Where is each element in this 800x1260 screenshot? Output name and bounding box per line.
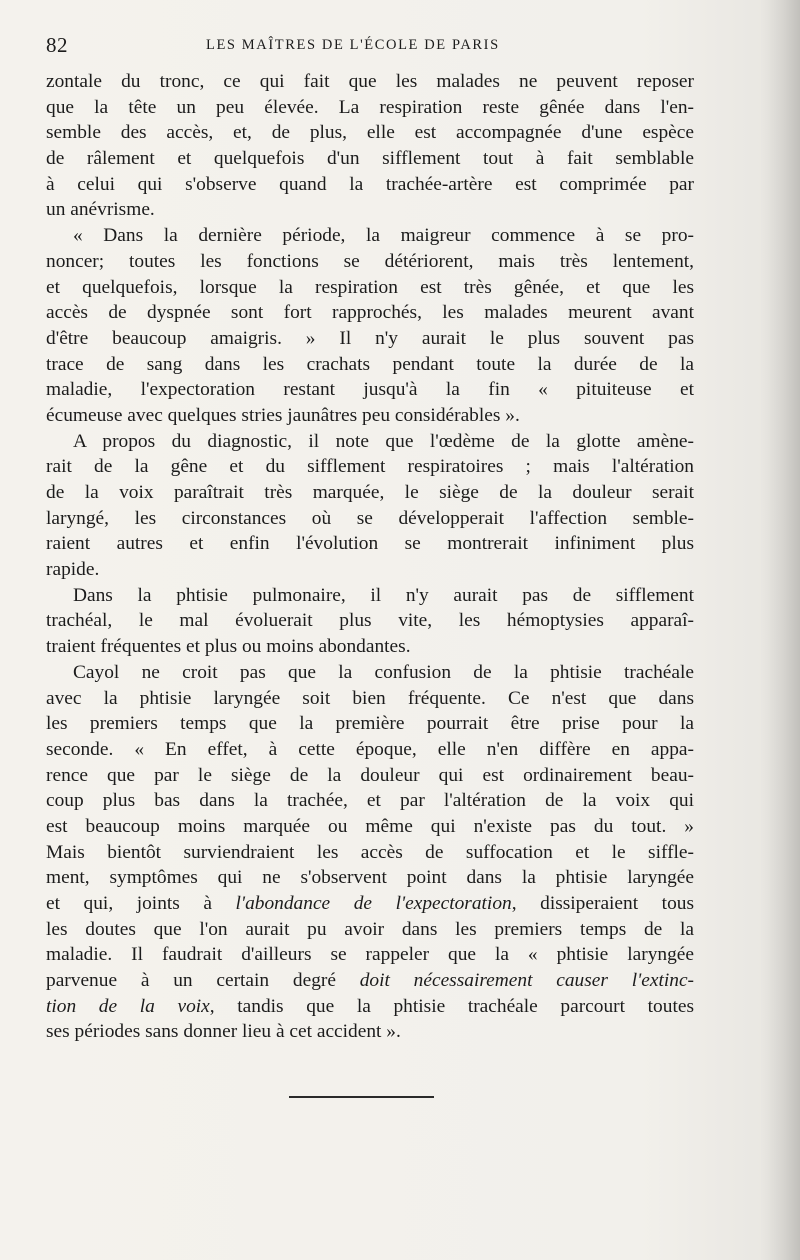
text-line: de la voix paraîtrait très marquée, le siège de la douleur serait [46,482,694,503]
text-line: à celui qui s'observe quand la trachée-artère est comprimée par [46,173,694,195]
italic-segment: tion de la voix [46,995,210,1017]
page-header [46,33,694,57]
text-line: coup plus bas dans la trachée, et par l'altération de la voix qui [46,790,694,812]
text-line: maladie. Il faudrait d'ailleurs se rappeler que la « phtisie laryngée [46,944,694,966]
text-line: semble des accès, et, de plus, elle est accompagnée d'une espèce [46,122,694,144]
text-line-mixed [46,994,694,1020]
text-line: écumeuse avec quelques stries jaunâtres peu considérables ». [46,404,520,426]
text-line: un anévrisme. [46,199,155,221]
text-line-mixed [46,968,694,994]
text-line: et quelquefois, lorsque la respiration est très gênée, et que les [46,276,694,298]
text-line: Dans la phtisie pulmonaire, il n'y aurait pas de sifflement [73,584,694,606]
line-segment: parvenue à un certain degré [46,970,360,992]
line-segment: et qui, joints à [46,893,236,914]
italic-segment: l'abondance de l'expectoration [235,893,512,914]
text-line: Mais bientôt surviendraient les accès de suffocation et le siffle- [46,841,694,863]
italic-segment: doit nécessairement causer l'extinc- [359,970,695,992]
text-line: noncer; toutes les fonctions se détériorent, mais très lentement, [46,250,694,272]
text-line: accès de dyspnée sont fort rapprochés, les malades meurent avant [46,302,694,324]
body-text [46,69,694,1045]
text-line-mixed [46,891,694,917]
line-segment: , tandis que la phtisie trachéale parcourt toutes [209,995,694,1017]
text-line: rence que par le siège de la douleur qui est ordinairement beau- [46,764,694,786]
text-line: laryngé, les circonstances où se développerait l'affection semble- [46,507,694,529]
text-line: rait de la gêne et du sifflement respiratoires ; mais l'altération [46,456,694,478]
text-line: les premiers temps que la première pourrait être prise pour la [46,713,694,735]
text-line: ses périodes sans donner lieu à cet accident ». [46,1021,401,1043]
text-line: trace de sang dans les crachats pendant toute la durée de la [46,353,694,375]
text-line: zontale du tronc, ce qui fait que les malades ne peuvent reposer [46,71,694,92]
text-line: les doutes que l'on aurait pu avoir dans les premiers temps de la [46,918,694,940]
text-line: avec la phtisie laryngée soit bien fréquente. Ce n'est que dans [46,687,694,709]
text-line: maladie, l'expectoration restant jusqu'à la fin « pituiteuse et [46,379,694,401]
page-edge-shadow [760,0,800,1260]
text-line: rapide. [46,559,100,581]
text-line: raient autres et enfin l'évolution se montrerait infiniment plus [46,533,694,555]
line-segment: , dissiperaient tous [511,893,695,914]
page-number: 82 [46,33,68,57]
text-line: d'être beaucoup amaigris. » Il n'y aurait le plus souvent pas [46,327,694,349]
text-line: « Dans la dernière période, la maigreur commence à se pro- [73,225,694,247]
text-line: traient fréquentes et plus ou moins abondantes. [46,636,411,658]
text-line: que la tête un peu élevée. La respiration reste gênée dans l'en- [46,96,694,118]
text-line: Cayol ne croit pas que la confusion de la phtisie trachéale [73,661,694,683]
text-line: seconde. « En effet, à cette époque, elle n'en diffère en appa- [46,738,694,760]
section-end-rule [289,1096,434,1098]
text-line: est beaucoup moins marquée ou même qui n'existe pas du tout. » [46,815,694,837]
text-line: ment, symptômes qui ne s'observent point dans la phtisie laryngée [46,867,694,889]
running-head: LES MAÎTRES DE L'ÉCOLE DE PARIS [206,37,500,53]
text-line: de râlement et quelquefois d'un sifflement tout à fait semblable [46,148,694,170]
text-line: trachéal, le mal évoluerait plus vite, les hémoptysies apparaî- [46,610,694,632]
text-line: A propos du diagnostic, il note que l'œdème de la glotte amène- [73,430,694,452]
